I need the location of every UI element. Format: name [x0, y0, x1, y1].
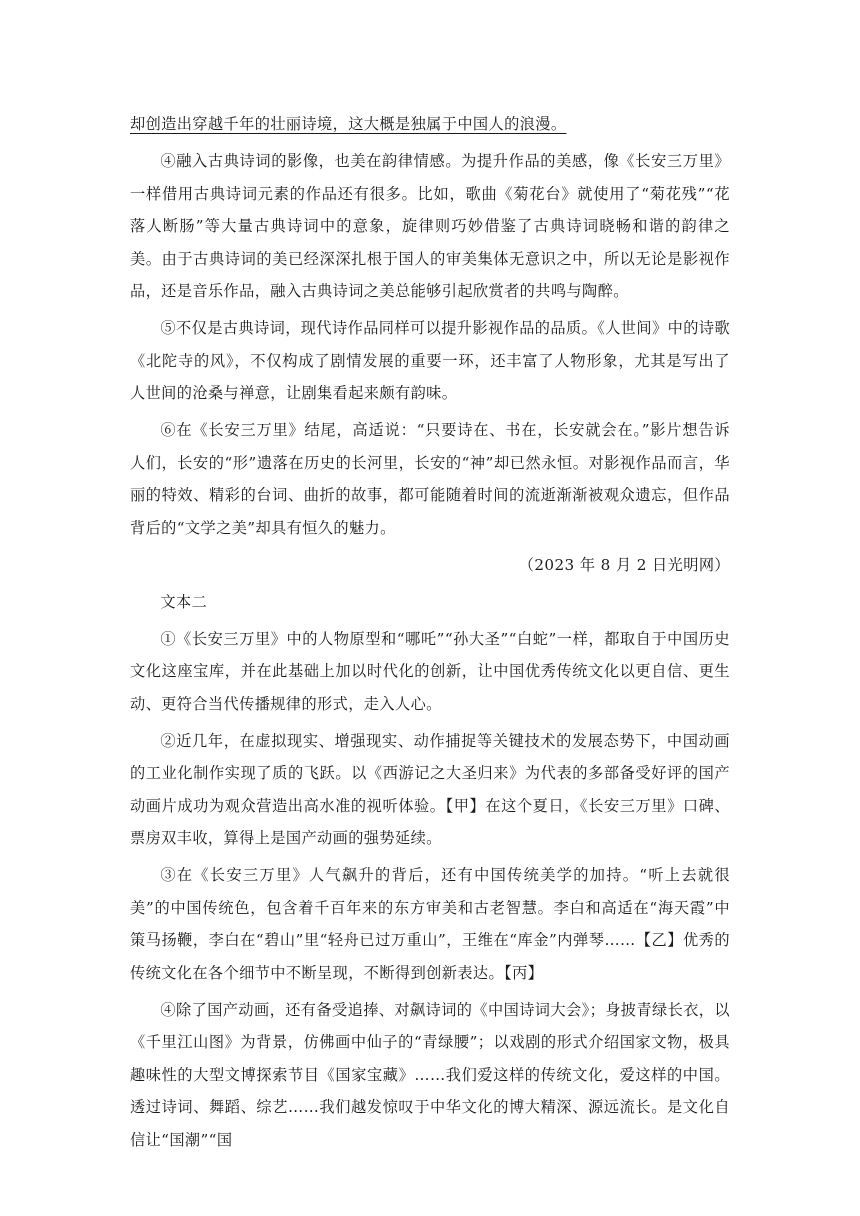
paragraph-continued: 却创造出穿越千年的壮丽诗境，这大概是独属于中国人的浪漫。	[130, 115, 567, 133]
text-two-paragraph-1: ①《长安三万里》中的人物原型和“哪吒”“孙大圣”“白蛇”一样，都取自于中国历史文化这座宝库，并在此基础上加以时代化的创新，让中国优秀传统文化以更自信、更生动、更符合当代传播规律的形式，走入人心。	[130, 629, 730, 713]
document-body	[130, 108, 730, 1161]
paragraph-5: ⑤不仅是古典诗词，现代诗作品同样可以提升影视作品的品质。《人世间》中的诗歌《北陀寺的风》，不仅构成了剧情发展的重要一环，还丰富了人物形象，尤其是写出了人世间的沧桑与禅意，让剧集看起来颇有韵味。	[130, 319, 730, 402]
paragraph-4: ④融入古典诗词的影像，也美在韵律情感。为提升作品的美感，像《长安三万里》一样借用古典诗词元素的作品还有很多。比如，歌曲《菊花台》就使用了“菊花残”“花落人断肠”等大量古典诗词中的意象，旋律则巧妙借鉴了古典诗词晓畅和谐的韵律之美。由于古典诗词的美已经深深扎根于国人的审美集体无意识之中，所以无论是影视作品，还是音乐作品，融入古典诗词之美总能够引起欣赏者的共鸣与陶醉。	[130, 152, 730, 300]
text-two-paragraph-2: ②近几年，在虚拟现实、增强现实、动作捕捉等关键技术的发展态势下，中国动画的工业化制作实现了质的飞跃。以《西游记之大圣归来》为代表的多部备受好评的国产动画片成功为观众营造出高水准的视听体验。【甲】在这个夏日，《长安三万里》口碑、票房双丰收，算得上是国产动画的强势延续。	[130, 731, 730, 847]
text-two-paragraph-4: ④除了国产动画，还有备受追捧、对飙诗词的《中国诗词大会》；身披青绿长衣，以《千里江山图》为背景，仿佛画中仙子的“青绿腰”；以戏剧的形式介绍国家文物，极具趣味性的大型文博探索节目《国家宝藏》……我们爱这样的传统文化，爱这样的中国。透过诗词、舞蹈、综艺……我们越发惊叹于中华文化的博大精深、源远流长。是文化自信让“国潮”“国	[130, 1000, 730, 1149]
paragraph-6: ⑥在《长安三万里》结尾，高适说：“只要诗在、书在，长安就会在。”影片想告诉人们，长安的“形”遗落在历史的长河里，长安的“神”却已然永恒。对影视作品而言，华丽的特效、精彩的台词、曲折的故事，都可能随着时间的流逝渐渐被观众遗忘，但作品背后的“文学之美”却具有恒久的魅力。	[130, 421, 730, 537]
source-citation: （2023 年 8 月 2 日光明网）	[518, 555, 730, 574]
text-two-paragraph-3: ③在《长安三万里》人气飙升的背后，还有中国传统美学的加持。“听上去就很美”的中国传统色，包含着千百年来的东方审美和古老智慧。李白和高适在“海天霞”中策马扬鞭，李白在“碧山”里“轻舟已过万重山”，王维在“库金”内弹琴……【乙】优秀的传统文化在各个细节中不断呈现，不断得到创新表达。【丙】	[130, 866, 730, 982]
text-two-label: 文本二	[160, 592, 208, 611]
